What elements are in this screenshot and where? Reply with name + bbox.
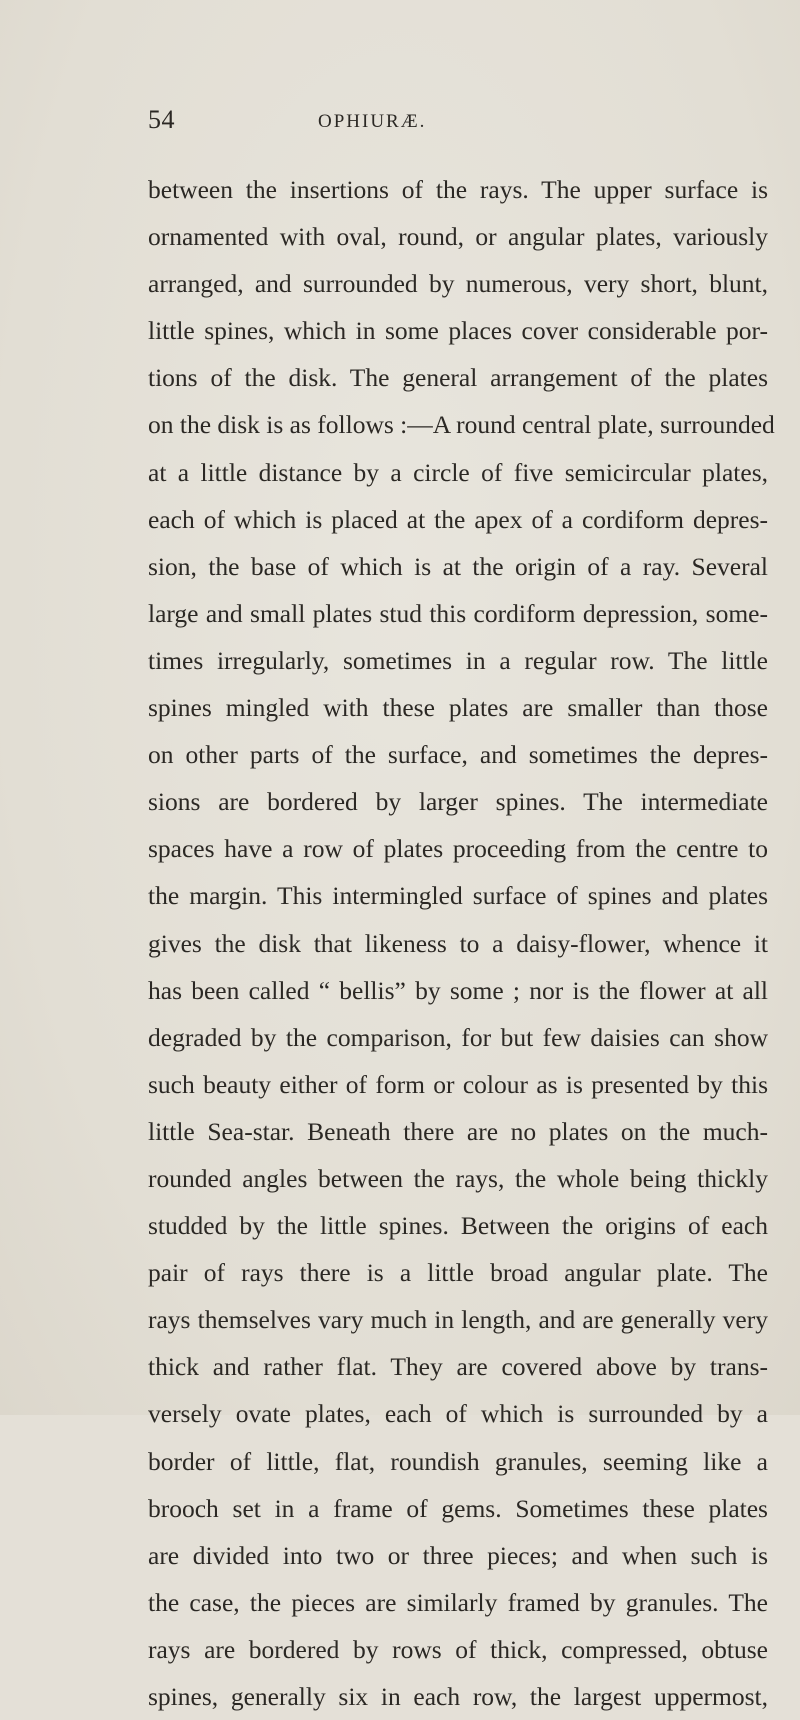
text-line: large and small plates stud this cordiform depression, some- [148, 598, 768, 628]
text-line: degraded by the comparison, for but few daisies can show [148, 1022, 768, 1052]
text-line: arranged, and surrounded by numerous, very short, blunt, [148, 269, 768, 299]
text-line: ornamented with oval, round, or angular plates, variously [148, 222, 768, 252]
text-line: between the insertions of the rays. The upper surface is [148, 175, 768, 204]
text-line: sion, the base of which is at the origin of a ray. Several [148, 551, 768, 581]
text-line: spines, generally six in each row, the largest uppermost, [148, 1682, 768, 1711]
text-line: little Sea-star. Beneath there are no plates on the much- [148, 1116, 768, 1146]
text-line: such beauty either of form or colour as is presented by this [148, 1069, 768, 1099]
running-head: OPHIURÆ. [318, 111, 427, 132]
text-line: spines mingled with these plates are smaller than those [148, 693, 768, 723]
text-line: has been called “ bellis” by some ; nor is the flower at all [148, 975, 768, 1005]
text-line: gives the disk that likeness to a daisy-flower, whence it [148, 928, 768, 958]
text-line: thick and rather flat. They are covered above by trans- [148, 1352, 768, 1382]
text-line: rounded angles between the rays, the whole being thickly [148, 1163, 768, 1193]
text-line: each of which is placed at the apex of a cordiform depres- [148, 504, 768, 534]
text-line: versely ovate plates, each of which is surrounded by a [148, 1399, 768, 1429]
text-line: sions are bordered by larger spines. The intermediate [148, 787, 768, 817]
text-line: the margin. This intermingled surface of spines and plates [148, 881, 768, 911]
text-line: rays are bordered by rows of thick, compressed, obtuse [148, 1634, 768, 1664]
text-line: times irregularly, sometimes in a regular row. The little [148, 645, 768, 675]
text-line: are divided into two or three pieces; and when such is [148, 1540, 768, 1570]
text-line: rays themselves vary much in length, and are generally very [148, 1305, 768, 1335]
text-line: spaces have a row of plates proceeding from the centre to [148, 834, 768, 864]
text-line: on the disk is as follows :—A round central plate, surrounded [148, 410, 775, 440]
text-line: pair of rays there is a little broad angular plate. The [148, 1258, 768, 1288]
text-line: on other parts of the surface, and sometimes the depres- [148, 740, 768, 770]
text-line: the case, the pieces are similarly framed by granules. The [148, 1587, 768, 1617]
text-line: little spines, which in some places cover considerable por- [148, 316, 768, 346]
text-line: at a little distance by a circle of five semicircular plates, [148, 457, 768, 487]
text-line: studded by the little spines. Between the origins of each [148, 1211, 768, 1241]
text-line: tions of the disk. The general arrangement of the plates [148, 363, 768, 393]
page-number: 54 [148, 105, 175, 134]
text-line: border of little, flat, roundish granules, seeming like a [148, 1446, 768, 1476]
text-line: brooch set in a frame of gems. Sometimes these plates [148, 1493, 768, 1523]
page-header [0, 100, 800, 140]
body-text [148, 166, 775, 1720]
